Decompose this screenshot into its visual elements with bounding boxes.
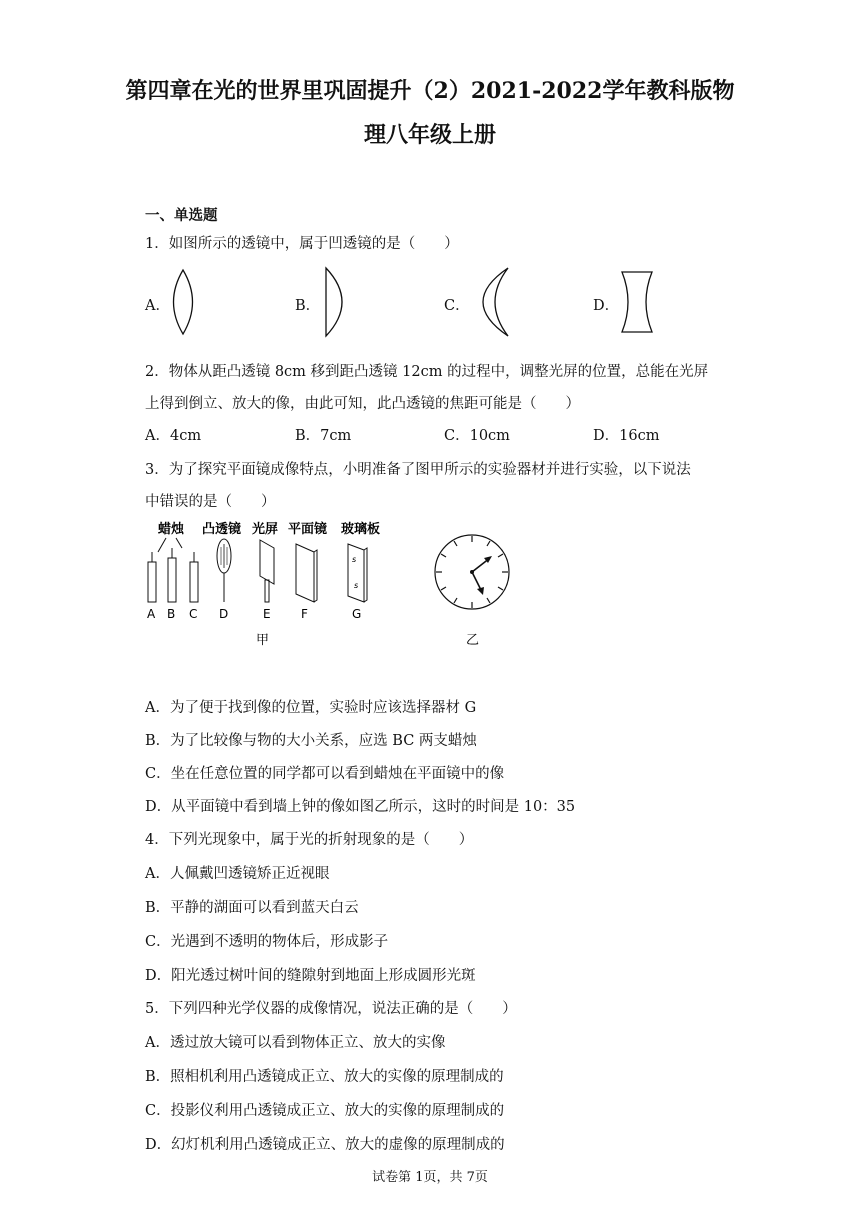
question-2-line2: 上得到倒立、放大的像，由此可知，此凸透镜的焦距可能是（ ） xyxy=(145,396,580,412)
q1-option-d-label: D． xyxy=(593,298,620,314)
q5-option-c: C．投影仪利用凸透镜成正立、放大的实像的原理制成的 xyxy=(145,1103,505,1119)
q1-option-a-label: A． xyxy=(145,298,170,314)
q3-option-c: C．坐在任意位置的同学都可以看到蜡烛在平面镜中的像 xyxy=(145,766,505,782)
q3-option-b: B．为了比较像与物的大小关系，应选 BC 两支蜡烛 xyxy=(145,733,477,749)
letter-e: E xyxy=(263,607,271,621)
light-screen-icon xyxy=(260,540,274,602)
q5-option-d: D．幻灯机利用凸透镜成正立、放大的虚像的原理制成的 xyxy=(145,1137,505,1153)
label-glass-plate: 玻璃板 xyxy=(341,522,381,537)
candle-c-icon xyxy=(190,552,198,602)
letter-b: B xyxy=(167,607,176,621)
label-candle: 蜡烛 xyxy=(158,522,185,537)
q3-option-d: D．从平面镜中看到墙上钟的像如图乙所示，这时的时间是 10：35 xyxy=(145,799,576,815)
q1-lens-figures xyxy=(160,262,680,342)
caption-jia: 甲 xyxy=(256,633,270,648)
candle-b-icon xyxy=(168,548,176,602)
q2-option-a: A．4cm xyxy=(145,428,202,444)
mirror-clock-icon xyxy=(435,535,509,609)
biconvex-lens-icon xyxy=(174,270,193,334)
q4-option-a: A．人佩戴凹透镜矫正近视眼 xyxy=(145,866,330,882)
q1-option-b-label: B． xyxy=(295,298,321,314)
candle-a-icon xyxy=(148,552,156,602)
glass-plate-icon xyxy=(348,544,367,602)
meniscus-lens-icon xyxy=(483,268,508,336)
caption-yi: 乙 xyxy=(466,633,480,648)
label-convex-lens: 凸透镜 xyxy=(202,522,242,537)
question-3-line2: 中错误的是（ ） xyxy=(145,494,276,510)
q2-option-b: B．7cm xyxy=(295,428,352,444)
q5-option-b: B．照相机利用凸透镜成正立、放大的实像的原理制成的 xyxy=(145,1069,504,1085)
q4-option-b: B．平静的湖面可以看到蓝天白云 xyxy=(145,900,359,916)
letter-g: G xyxy=(352,607,362,621)
q3-figure xyxy=(138,514,538,654)
svg-text:s: s xyxy=(352,555,357,564)
letter-a: A xyxy=(147,607,156,621)
q1-option-c-label: C． xyxy=(444,298,470,314)
letter-f: F xyxy=(301,607,308,621)
svg-text:s: s xyxy=(354,581,359,590)
plane-mirror-icon xyxy=(296,544,317,602)
page-footer: 试卷第 1页，共 7页 xyxy=(372,1170,488,1185)
letter-c: C xyxy=(189,607,198,621)
biconcave-lens-icon xyxy=(622,272,652,332)
question-1-text: 1．如图所示的透镜中，属于凹透镜的是（ ） xyxy=(145,236,459,252)
question-2-line1: 2．物体从距凸透镜 8cm 移到距凸透镜 12cm 的过程中，调整光屏的位置，总能在光屏 xyxy=(145,364,709,380)
q2-option-d: D．16cm xyxy=(593,428,660,444)
q2-option-c: C．10cm xyxy=(444,428,510,444)
plano-convex-lens-icon xyxy=(326,268,342,336)
q5-option-a: A．透过放大镜可以看到物体正立、放大的实像 xyxy=(145,1035,446,1051)
q3-option-a: A．为了便于找到像的位置，实验时应该选择器材 G xyxy=(145,700,477,716)
page-title-line1: 第四章在光的世界里巩固提升（2）2021-2022学年教科版物 xyxy=(125,78,735,104)
convex-lens-icon xyxy=(217,539,231,602)
label-plane-mirror: 平面镜 xyxy=(288,522,328,537)
question-3-line1: 3．为了探究平面镜成像特点，小明准备了图甲所示的实验器材并进行实验，以下说法 xyxy=(145,462,691,478)
question-5-text: 5．下列四种光学仪器的成像情况，说法正确的是（ ） xyxy=(145,1001,517,1017)
page-title-line2: 理八年级上册 xyxy=(363,122,496,148)
question-4-text: 4．下列光现象中，属于光的折射现象的是（ ） xyxy=(145,832,474,848)
section-heading: 一、单选题 xyxy=(145,207,218,224)
label-screen: 光屏 xyxy=(252,522,279,537)
q4-option-c: C．光遇到不透明的物体后，形成影子 xyxy=(145,934,389,950)
q4-option-d: D．阳光透过树叶间的缝隙射到地面上形成圆形光斑 xyxy=(145,968,476,984)
letter-d: D xyxy=(219,607,229,621)
